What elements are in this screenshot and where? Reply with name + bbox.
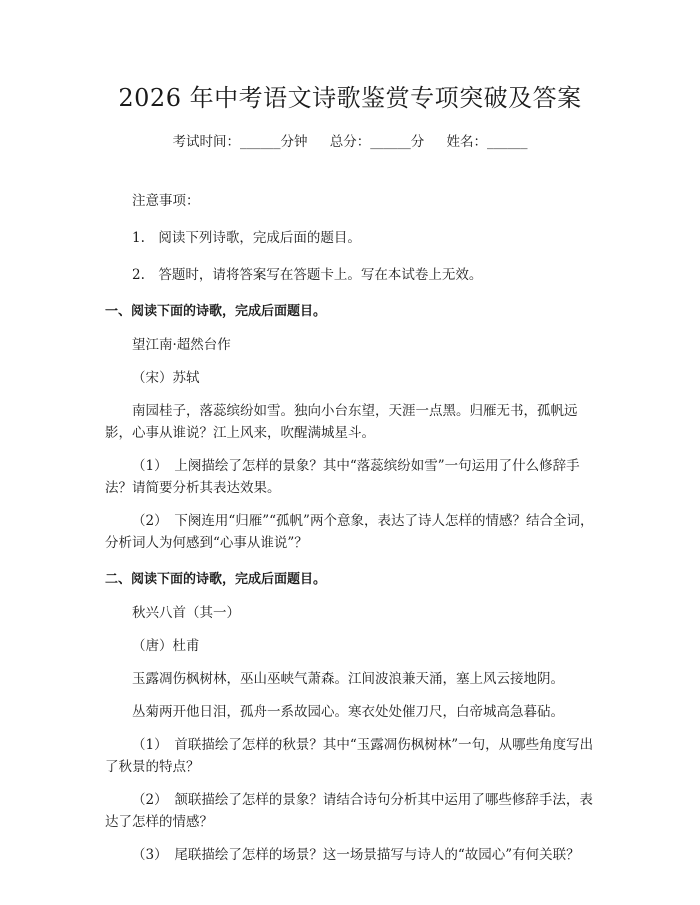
question-2-1: （1） 首联描绘了怎样的秋景？其中“玉露凋伤枫树林”一句，从哪些角度写出了秋景的特点？ (105, 737, 594, 775)
poem-author-2: （唐）杜甫 (132, 638, 200, 654)
question-2-3: （3） 尾联描绘了怎样的场景？这一场景描写与诗人的“故园心”有何关联？ (132, 847, 580, 863)
document-body (105, 190, 600, 866)
poem-author-1: （宋）苏轼 (132, 370, 200, 386)
exam-info (0, 132, 700, 152)
poem-line-2-2: 丛菊两开他日泪，孤舟一系故园心。寒衣处处催刀尺，白帝城高急暮砧。 (132, 704, 564, 720)
total-score: 总分：______分 (329, 134, 425, 150)
question-2-2: （2） 颔联描绘了怎样的景象？请结合诗句分析其中运用了哪些修辞手法，表达了怎样的情感？ (105, 792, 593, 830)
section-heading-1: 一、阅读下面的诗歌，完成后面题目。 (105, 304, 327, 319)
exam-time: 考试时间：______分钟 (172, 134, 308, 150)
poem-title-1: 望江南·超然台作 (132, 337, 231, 353)
question-1-2: （2） 下阕连用“归雁”“孤帆”两个意象，表达了诗人怎样的情感？结合全词，分析词人为何感到“心事从谁说”？ (105, 513, 594, 551)
section-heading-2: 二、阅读下面的诗歌，完成后面题目。 (105, 572, 327, 587)
poem-title-2: 秋兴八首（其一） (132, 605, 240, 621)
poem-text-1: 南园桂子，落蕊缤纷如雪。独向小台东望，天涯一点黑。归雁无书，孤帆远影，心事从谁说？江上风来，吹醒满城星斗。 (105, 403, 578, 441)
notice-item-1: 1. 阅读下列诗歌，完成后面的题目。 (132, 230, 361, 246)
question-1-1: （1） 上阕描绘了怎样的景象？其中“落蕊缤纷如雪”一句运用了什么修辞手法？请简要分析其表达效果。 (105, 458, 580, 496)
poem-line-2-1: 玉露凋伤枫树林，巫山巫峡气萧森。江间波浪兼天涌，塞上风云接地阴。 (132, 671, 564, 687)
student-name: 姓名：______ (446, 134, 528, 150)
notice-item-2: 2. 答题时，请将答案写在答题卡上。写在本试卷上无效。 (132, 267, 483, 283)
page-title: 2026 年中考语文诗歌鉴赏专项突破及答案 (118, 84, 582, 112)
notice-heading: 注意事项： (132, 193, 200, 209)
